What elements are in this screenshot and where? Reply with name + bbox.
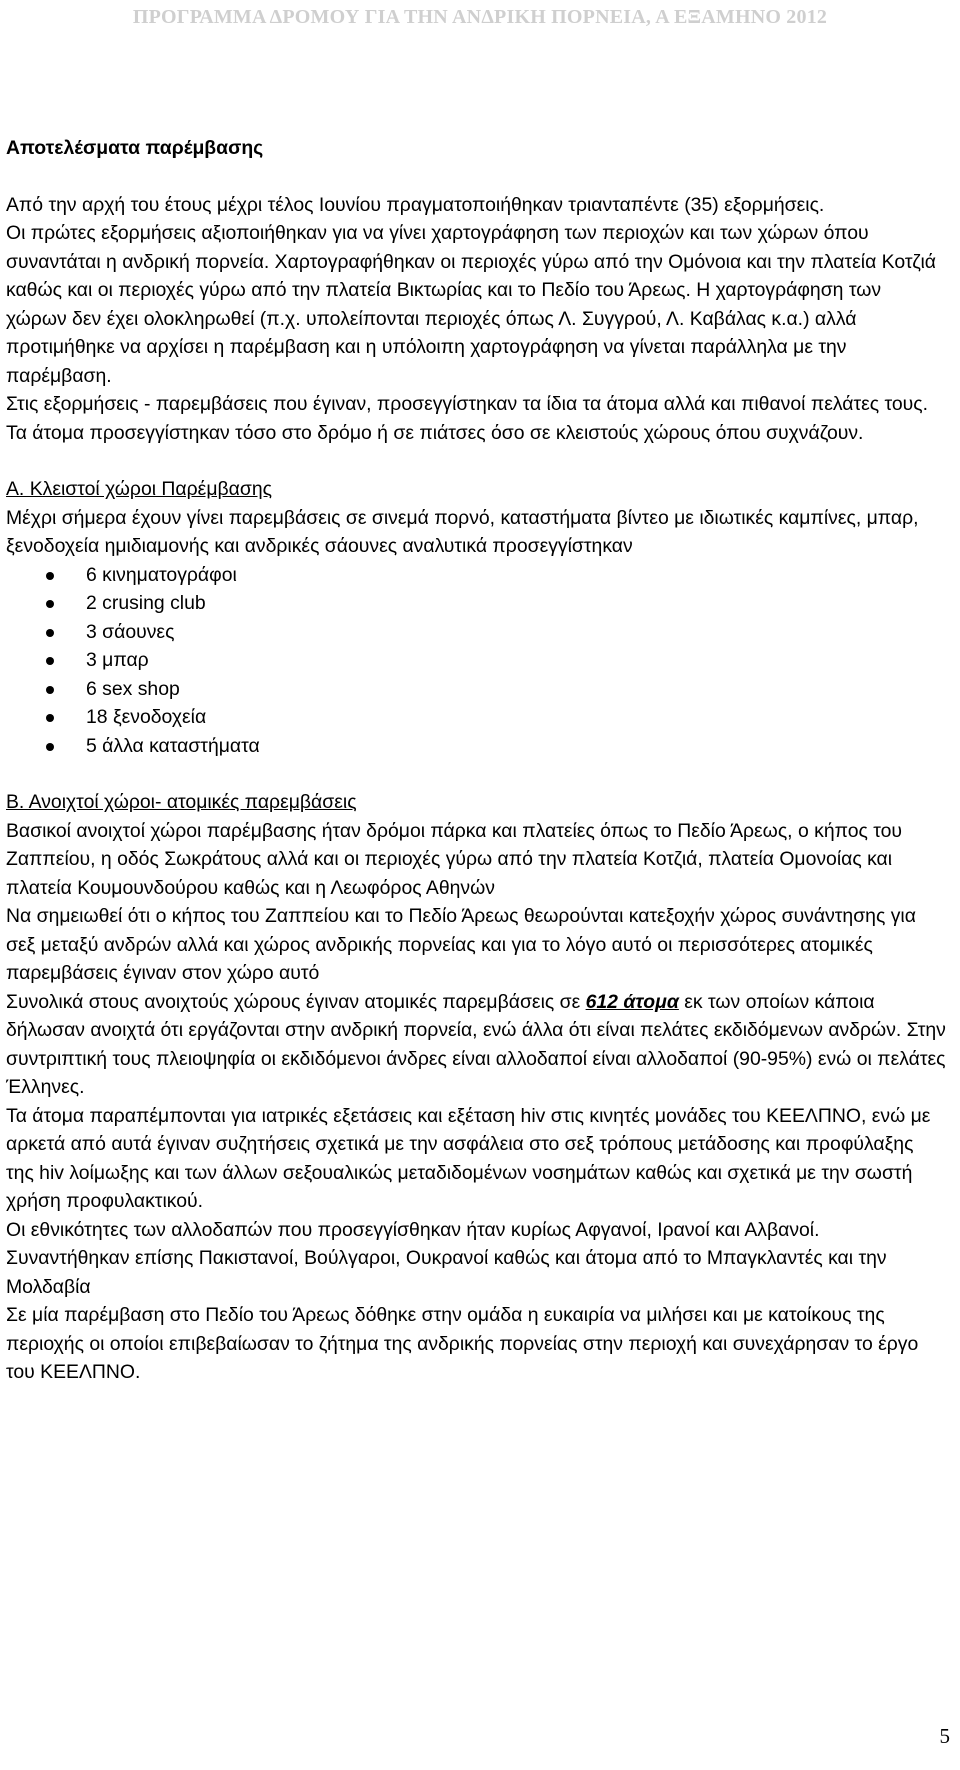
list-item: 18 ξενοδοχεία xyxy=(86,703,946,732)
venue-list xyxy=(6,561,946,761)
intro-paragraph: Από την αρχή του έτους μέχρι τέλος Ιουνίου πραγματοποιήθηκαν τριανταπέντε (35) εξορμήσεις. xyxy=(6,193,825,216)
intro-paragraph: Τα άτομα προσεγγίστηκαν τόσο στο δρόμο ή σε πιάτσες όσο σε κλειστούς χώρους όπου συχνάζουν. xyxy=(6,421,864,444)
emphasized-count: 612 άτομα xyxy=(585,990,679,1013)
running-header: ΠΡΟΓΡΑΜΜΑ ΔΡΟΜΟΥ ΓΙΑ ΤΗΝ ΑΝΔΡΙΚΗ ΠΟΡΝΕΙΑ, Α ΕΞΑΜΗΝΟ 2012 xyxy=(132,6,828,28)
list-item: 3 σάουνες xyxy=(86,618,946,647)
intro-paragraph: Οι πρώτες εξορμήσεις αξιοποιήθηκαν για να γίνει χαρτογράφηση των περιοχών και των χώρων όπου συναντάται η ανδρική πορνεία. Χαρτογραφήθηκαν οι περιοχές γύρω από την Ομόνοια και την πλατεία Κοτζιά καθώς και οι περιοχές γύρω από την πλατεία Βικτωρίας και το Πεδίο του Άρεως. Η χαρτογράφηση των χώρων δεν έχει ολοκληρωθεί (π.χ. υπολείπονται περιοχές όπως Λ. Συγγρού, Λ. Καβάλας κ.α.) αλλά προτιμήθηκε να αρχίσει η παρέμβαση και η υπόλοιπη χαρτογράφηση να γίνεται παράλληλα με την παρέμβαση. xyxy=(6,222,936,387)
list-item: 2 crusing club xyxy=(86,589,946,618)
text-run: Συνολικά στους ανοιχτούς χώρους έγιναν ατομικές παρεμβάσεις σε xyxy=(6,990,586,1013)
section-b-paragraph: Βασικοί ανοιχτοί χώροι παρέμβασης ήταν δρόμοι πάρκα και πλατείες όπως το Πεδίο Άρεως, ο κήπος του Ζαππείου, η οδός Σωκράτους αλλά και οι περιοχές γύρω από την πλατεία Κοτζιά, πλατεία Ομονοίας και πλατεία Κουμουνδούρου καθώς και η Λεωφόρος Αθηνών xyxy=(6,819,902,899)
text-run: εκ των οποίων κάποια δήλωσαν ανοιχτά ότι εργάζονται στην ανδρική πορνεία, ενώ άλλα ότι είναι πελάτες εκδιδόμενων ανδρών. Στην συντριπτική τους πλειοψηφία οι εκδιδόμενοι άνδρες είναι αλλοδαποί είναι αλλοδαποί (90-95%) ενώ οι πελάτες Έλληνες. xyxy=(6,990,946,1098)
section-b-paragraph: Τα άτομα παραπέμπονται για ιατρικές εξετάσεις και εξέταση hiv στις κινητές μονάδες του ΚΕΕΛΠΝΟ, ενώ με αρκετά από αυτά έγιναν συζητήσεις σχετικά με την ασφάλεια στο σεξ τρόπους μετάδοσης και προφύλαξης της hiv λοίμωξης και των άλλων σεξουαλικώς μεταδιδομένων νοσημάτων καθώς και σχετικά με την σωστή χρήση προφυλακτικού. xyxy=(6,1104,931,1212)
list-item: 3 μπαρ xyxy=(86,646,946,675)
section-b-heading: Β. Ανοιχτοί χώροι- ατομικές παρεμβάσεις xyxy=(6,791,357,813)
page-number: 5 xyxy=(939,1724,950,1748)
list-item: 6 sex shop xyxy=(86,675,946,704)
section-b-paragraph: Να σημειωθεί ότι ο κήπος του Ζαππείου και το Πεδίο Άρεως θεωρούνται κατεξοχήν χώρος συνάντησης για σεξ μεταξύ ανδρών αλλά και χώρος ανδρικής πορνείας και για το λόγο αυτό οι περισσότερες ατομικές παρεμβάσεις έγιναν στον χώρο αυτό xyxy=(6,905,916,984)
section-b-paragraph: Οι εθνικότητες των αλλοδαπών που προσεγγίσθηκαν ήταν κυρίως Αφγανοί, Ιρανοί και Αλβανοί. Συναντήθηκαν επίσης Πακιστανοί, Βούλγαροι, Ουκρανοί καθώς και άτομα από το Μπαγκλαντές και την Μολδαβία xyxy=(6,1218,887,1298)
list-item: 6 κινηματογράφοι xyxy=(86,561,946,590)
spacer xyxy=(6,760,946,788)
section-a-heading: Α. Κλειστοί χώροι Παρέμβασης xyxy=(6,478,272,500)
list-item: 5 άλλα καταστήματα xyxy=(86,732,946,761)
section-b-paragraph: Σε μία παρέμβαση στο Πεδίο του Άρεως δόθηκε στην ομάδα η ευκαιρία να μιλήσει και με κατοίκους της περιοχής οι οποίοι επιβεβαίωσαν το ζήτημα της ανδρικής πορνείας στην περιοχή και συνεχάρησαν το έργο του ΚΕΕΛΠΝΟ. xyxy=(6,1304,919,1383)
section-title: Αποτελέσματα παρέμβασης xyxy=(6,137,264,159)
intro-paragraph: Στις εξορμήσεις - παρεμβάσεις που έγιναν, προσεγγίστηκαν τα ίδια τα άτομα αλλά και πιθανοί πελάτες τους. xyxy=(6,393,928,415)
section-b-paragraph xyxy=(6,988,946,1102)
spacer xyxy=(6,447,946,475)
document-body xyxy=(6,134,946,1387)
section-a-paragraph: Μέχρι σήμερα έχουν γίνει παρεμβάσεις σε σινεμά πορνό, καταστήματα βίντεο με ιδιωτικές καμπίνες, μπαρ, ξενοδοχεία ημιδιαμονής και ανδρικές σάουνες αναλυτικά προσεγγίστηκαν xyxy=(6,506,919,557)
